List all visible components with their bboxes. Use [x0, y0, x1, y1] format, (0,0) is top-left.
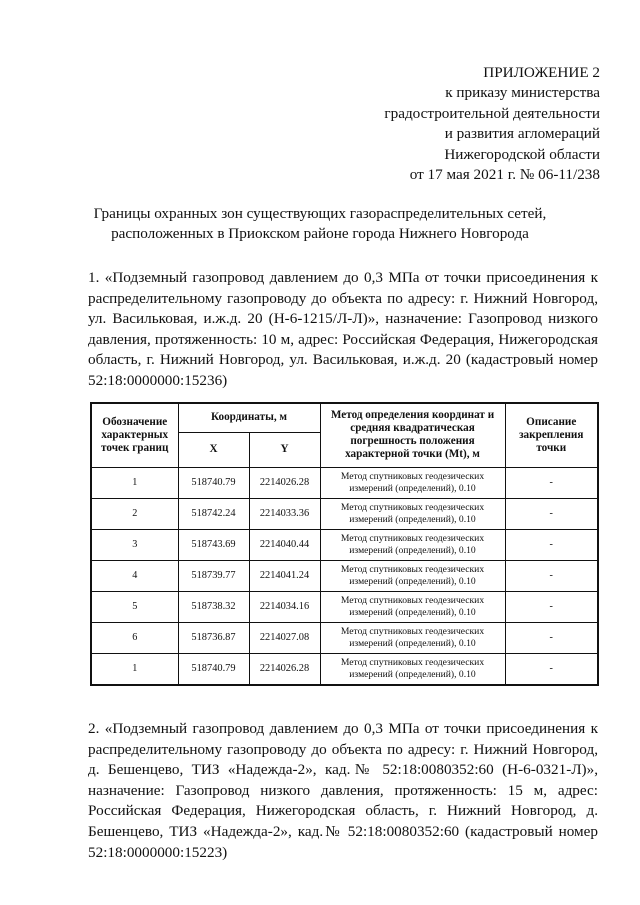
cell-desc: -	[505, 498, 598, 529]
cell-desc: -	[505, 560, 598, 591]
header-description: Описание закрепления точки	[505, 403, 598, 467]
cell-x: 518736.87	[178, 622, 249, 653]
cell-desc: -	[505, 591, 598, 622]
cell-y: 2214026.28	[249, 467, 320, 498]
appendix-line: к приказу министерства	[445, 84, 600, 102]
cell-desc: -	[505, 529, 598, 560]
cell-method: Метод спутниковых геодезических измерений (определений), 0.10	[320, 467, 505, 498]
cell-y: 2214026.28	[249, 653, 320, 685]
cell-x: 518740.79	[178, 653, 249, 685]
cell-point: 4	[91, 560, 178, 591]
cell-point: 3	[91, 529, 178, 560]
cell-x: 518739.77	[178, 560, 249, 591]
cell-y: 2214041.24	[249, 560, 320, 591]
table-row	[91, 622, 598, 653]
cell-y: 2214040.44	[249, 529, 320, 560]
cell-method: Метод спутниковых геодезических измерений (определений), 0.10	[320, 529, 505, 560]
appendix-line: и развития агломераций	[444, 125, 600, 143]
document-title	[0, 204, 640, 245]
cell-point: 6	[91, 622, 178, 653]
table-row	[91, 591, 598, 622]
cell-method: Метод спутниковых геодезических измерений (определений), 0.10	[320, 622, 505, 653]
header-method: Метод определения координат и средняя квадратическая погрешность положения характерной точки (Mt), м	[320, 403, 505, 467]
cell-method: Метод спутниковых геодезических измерений (определений), 0.10	[320, 498, 505, 529]
table-row	[91, 498, 598, 529]
table-row	[91, 653, 598, 685]
appendix-block	[384, 63, 600, 185]
cell-method: Метод спутниковых геодезических измерений (определений), 0.10	[320, 560, 505, 591]
cell-y: 2214027.08	[249, 622, 320, 653]
table-row	[91, 467, 598, 498]
cell-x: 518740.79	[178, 467, 249, 498]
cell-desc: -	[505, 653, 598, 685]
cell-point: 1	[91, 467, 178, 498]
section-2-paragraph: 2. «Подземный газопровод давлением до 0,3 МПа от точки присоединения к распределительному газопроводу до объекта по адресу: г. Нижний Новгород, д. Бешенцево, ТИЗ «Надежда-2», кад.№ 52:18:0080352:60 (Н-6-0321-Л)», назначение: Газопровод низкого давления, протяженность: 15 м, адрес: Российская Федерация, Нижегородская область, г. Нижний Новгород, д. Бешенцево, ТИЗ «Надежда-2», кад.№ 52:18:0080352:60 (кадастровый номер 52:18:0000000:15223)	[88, 720, 598, 861]
appendix-line: градостроительной деятельности	[384, 104, 600, 122]
cell-method: Метод спутниковых геодезических измерений (определений), 0.10	[320, 653, 505, 685]
header-x: X	[178, 432, 249, 467]
header-coords: Координаты, м	[178, 403, 320, 432]
cell-desc: -	[505, 622, 598, 653]
title-line: расположенных в Приокском районе города Нижнего Новгорода	[111, 225, 529, 243]
header-point: Обозначение характерных точек границ	[91, 403, 178, 467]
cell-point: 5	[91, 591, 178, 622]
cell-y: 2214033.36	[249, 498, 320, 529]
appendix-date: от 17 мая 2021 г. № 06-11/238	[409, 166, 600, 184]
table-row	[91, 560, 598, 591]
cell-point: 1	[91, 653, 178, 685]
section-1-paragraph: 1. «Подземный газопровод давлением до 0,3 МПа от точки присоединения к распределительному газопроводу до объекта по адресу: г. Нижний Новгород, ул. Васильковая, и.ж.д. 20 (Н-6-1215/Л-Л)», назначение: Газопровод низкого давления, протяженность: 10 м, адрес: Российская Федерация, Нижегородская область, г. Нижний Новгород, ул. Васильковая, и.ж.д. 20 (кадастровый номер 52:18:0000000:15236)	[88, 269, 598, 389]
cell-method: Метод спутниковых геодезических измерений (определений), 0.10	[320, 591, 505, 622]
appendix-line: Нижегородской области	[444, 145, 600, 163]
cell-x: 518743.69	[178, 529, 249, 560]
coordinates-table	[90, 402, 599, 686]
cell-x: 518738.32	[178, 591, 249, 622]
table-row	[91, 529, 598, 560]
header-y: Y	[249, 432, 320, 467]
cell-point: 2	[91, 498, 178, 529]
appendix-title: ПРИЛОЖЕНИЕ 2	[483, 64, 600, 81]
cell-desc: -	[505, 467, 598, 498]
cell-y: 2214034.16	[249, 591, 320, 622]
title-line: Границы охранных зон существующих газораспределительных сетей,	[93, 205, 547, 222]
cell-x: 518742.24	[178, 498, 249, 529]
